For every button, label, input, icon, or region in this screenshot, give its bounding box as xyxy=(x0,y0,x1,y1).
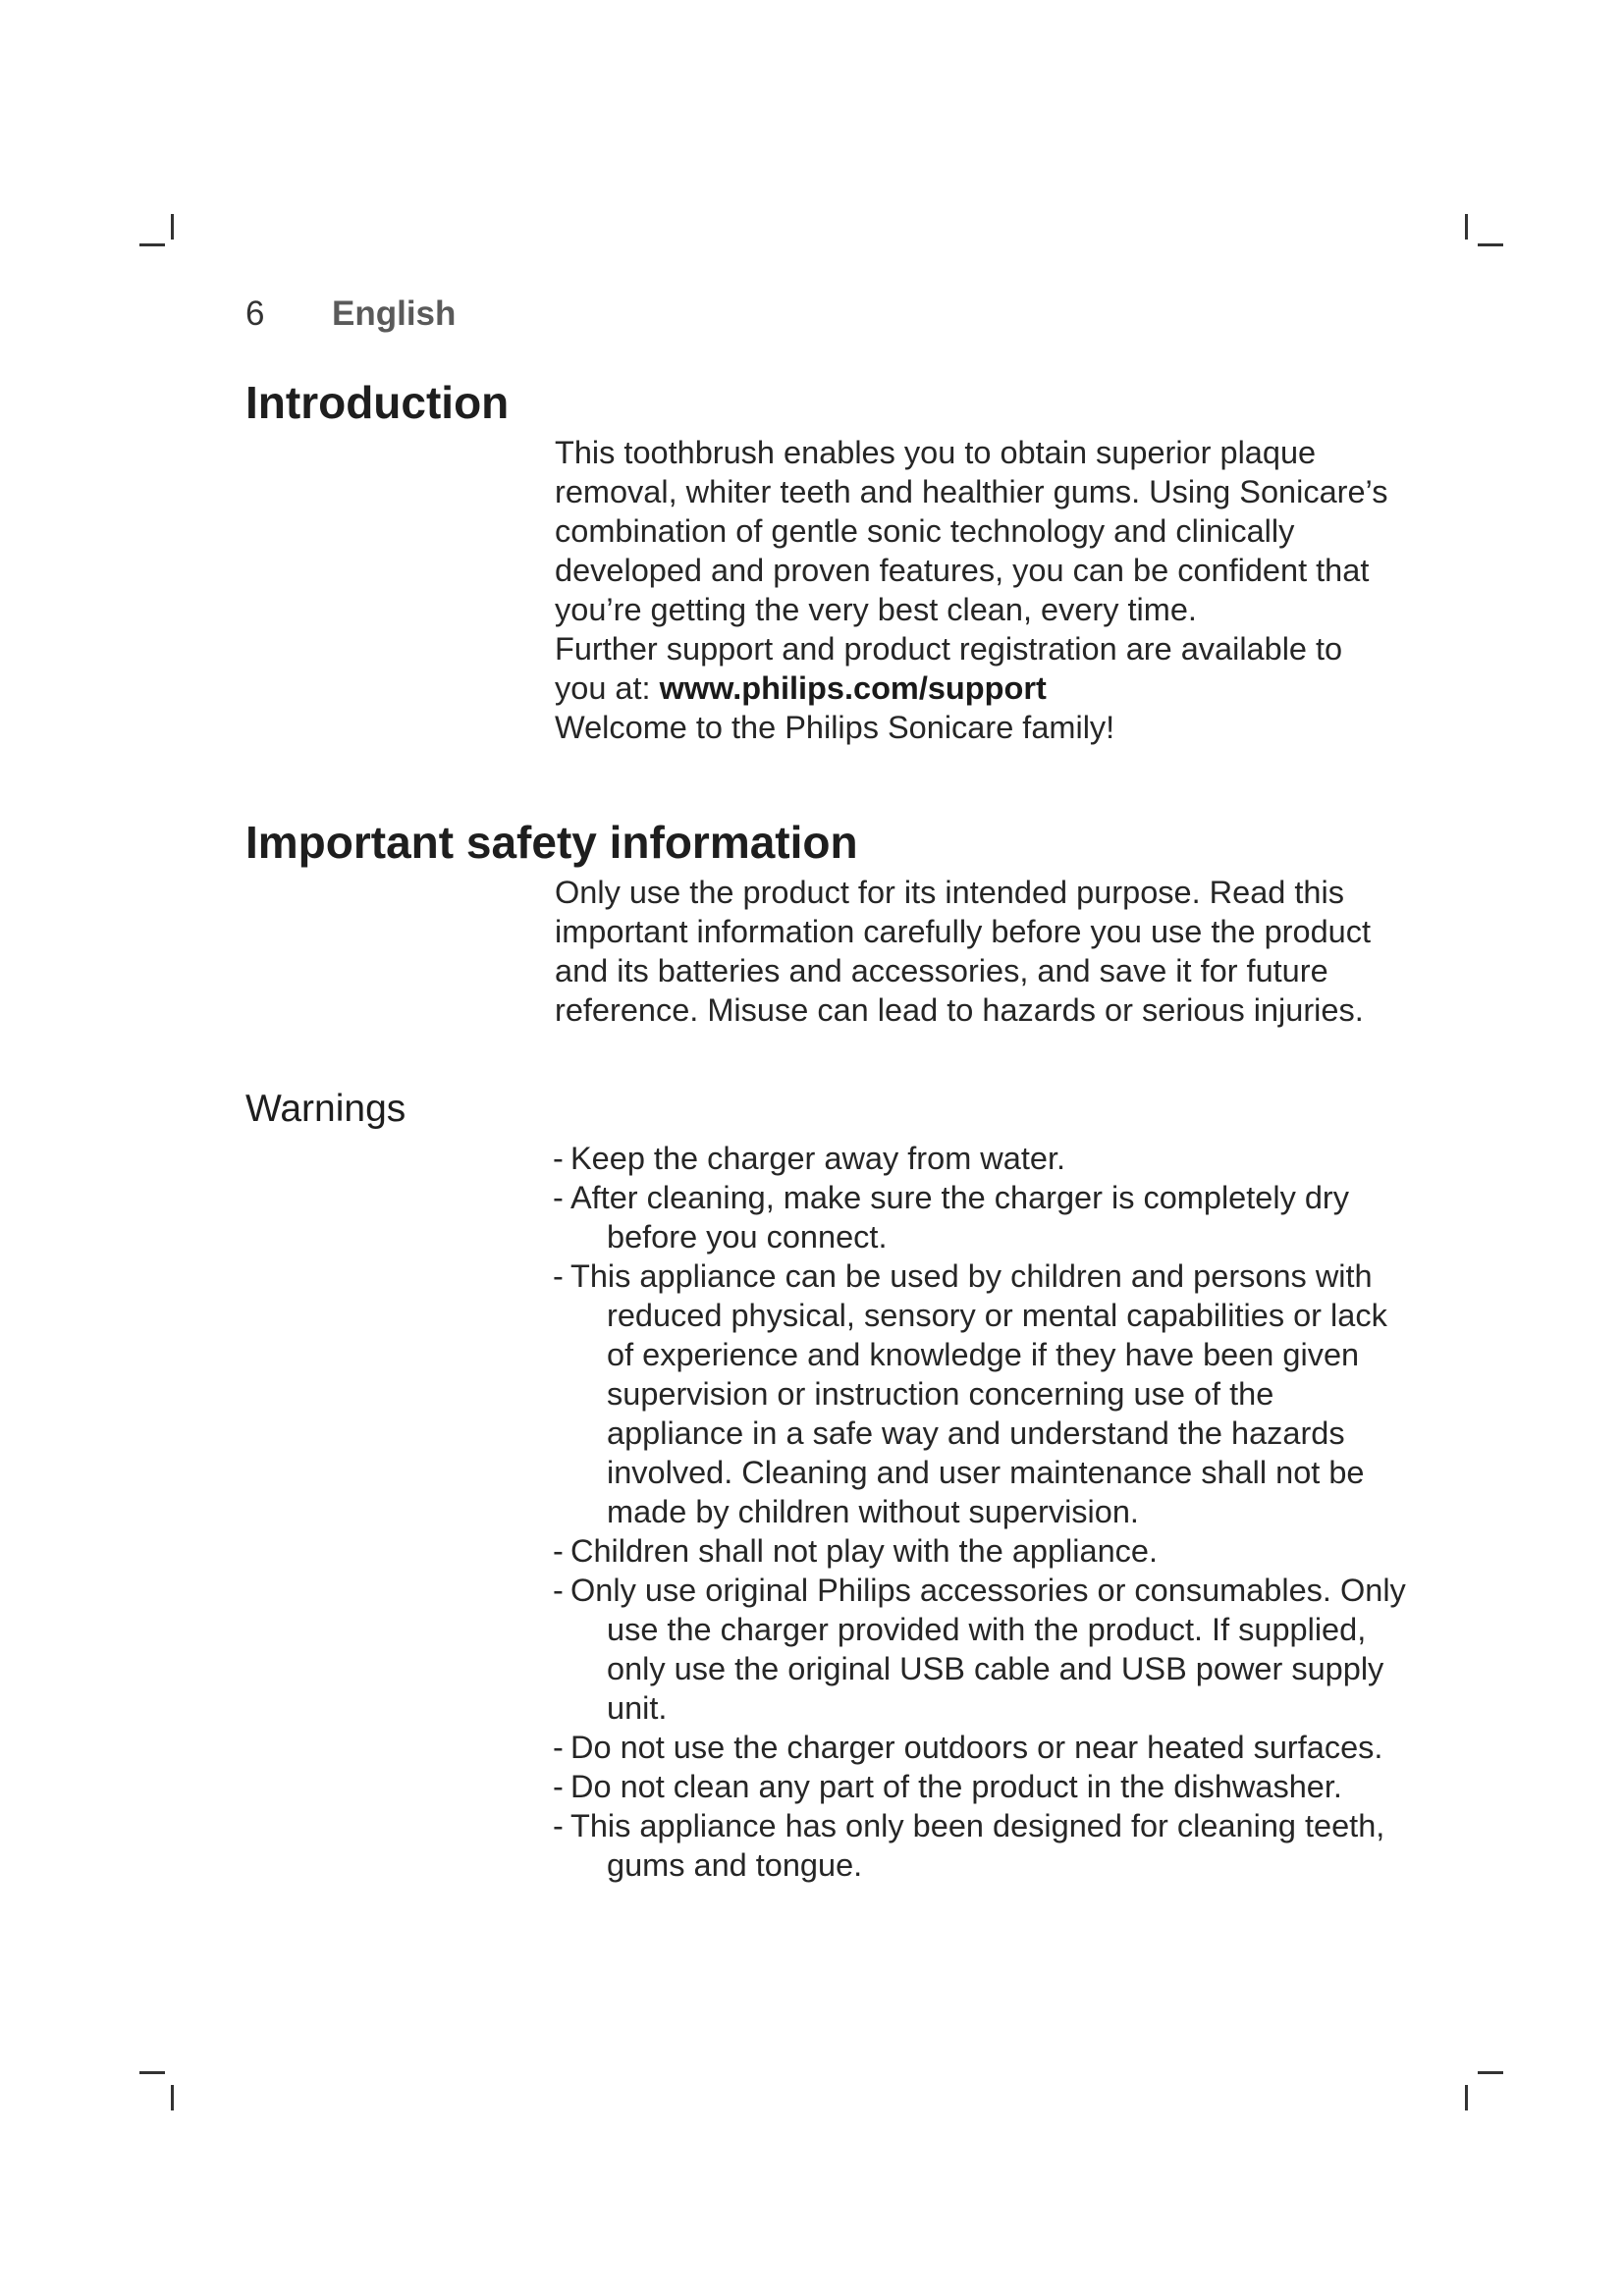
introduction-body xyxy=(555,433,1399,747)
warnings-heading: Warnings xyxy=(245,1088,406,1130)
safety-body xyxy=(555,873,1399,1030)
support-link[interactable]: www.philips.com/support xyxy=(659,670,1047,706)
introduction-paragraph: This toothbrush enables you to obtain superior plaque removal, whiter teeth and healthier gums. Using Sonicare’s combination of gentle sonic technology and clinically developed and proven features, you can be confident that you’re getting the very best clean, every time. xyxy=(555,435,1388,627)
warning-text: Children shall not play with the appliance. xyxy=(570,1533,1158,1569)
page-number: 6 xyxy=(245,294,265,333)
list-item xyxy=(553,1139,1407,1178)
crop-mark-top-right-h xyxy=(1478,243,1503,246)
list-item xyxy=(553,1531,1407,1571)
warning-text: After cleaning, make sure the charger is completely dry before you connect. xyxy=(570,1180,1349,1255)
bullet-dash: - xyxy=(553,1141,564,1176)
bullet-dash: - xyxy=(553,1533,564,1569)
warning-text: Only use original Philips accessories or consumables. Only use the charger provided with the product. If supplied, only use the original USB cable and USB power supply unit. xyxy=(570,1573,1406,1726)
warning-text: Keep the charger away from water. xyxy=(570,1141,1066,1176)
bullet-dash: - xyxy=(553,1258,564,1294)
list-item xyxy=(553,1767,1407,1806)
warnings-list xyxy=(553,1139,1407,1885)
welcome-text: Welcome to the Philips Sonicare family! xyxy=(555,710,1115,745)
warning-text: This appliance can be used by children and persons with reduced physical, sensory or mental capabilities or lack of experience and knowledge if they have been given supervision or instruction concerning use of the appliance in a safe way and understand the hazards involved. Cleaning and user maintenance shall not be made by children without supervision. xyxy=(570,1258,1387,1529)
bullet-dash: - xyxy=(553,1180,564,1215)
bullet-dash: - xyxy=(553,1808,564,1843)
safety-heading: Important safety information xyxy=(245,817,858,868)
safety-paragraph: Only use the product for its intended purpose. Read this important information carefully before you use the product and its batteries and accessories, and save it for future reference. Misuse can lead to hazards or serious injuries. xyxy=(555,875,1372,1028)
crop-mark-bottom-left-v xyxy=(171,2085,174,2110)
crop-mark-top-left-h xyxy=(139,243,165,246)
list-item xyxy=(553,1571,1407,1728)
bullet-dash: - xyxy=(553,1769,564,1804)
crop-mark-bottom-right-h xyxy=(1478,2071,1503,2074)
list-item xyxy=(553,1256,1407,1531)
warning-text: Do not clean any part of the product in the dishwasher. xyxy=(570,1769,1342,1804)
language-label: English xyxy=(332,294,457,333)
bullet-dash: - xyxy=(553,1730,564,1765)
list-item xyxy=(553,1806,1407,1885)
warning-text: This appliance has only been designed for cleaning teeth, gums and tongue. xyxy=(570,1808,1385,1883)
list-item xyxy=(553,1178,1407,1256)
crop-mark-top-left-v xyxy=(171,214,174,240)
bullet-dash: - xyxy=(553,1573,564,1608)
crop-mark-bottom-left-h xyxy=(139,2071,165,2074)
list-item xyxy=(553,1728,1407,1767)
support-prefix: Further support and product registration are available to you at: xyxy=(555,631,1343,706)
running-header xyxy=(245,291,456,338)
introduction-heading: Introduction xyxy=(245,377,510,428)
warning-text: Do not use the charger outdoors or near heated surfaces. xyxy=(570,1730,1383,1765)
support-paragraph xyxy=(555,629,1399,708)
crop-mark-bottom-right-v xyxy=(1465,2085,1468,2110)
crop-mark-top-right-v xyxy=(1465,214,1468,240)
